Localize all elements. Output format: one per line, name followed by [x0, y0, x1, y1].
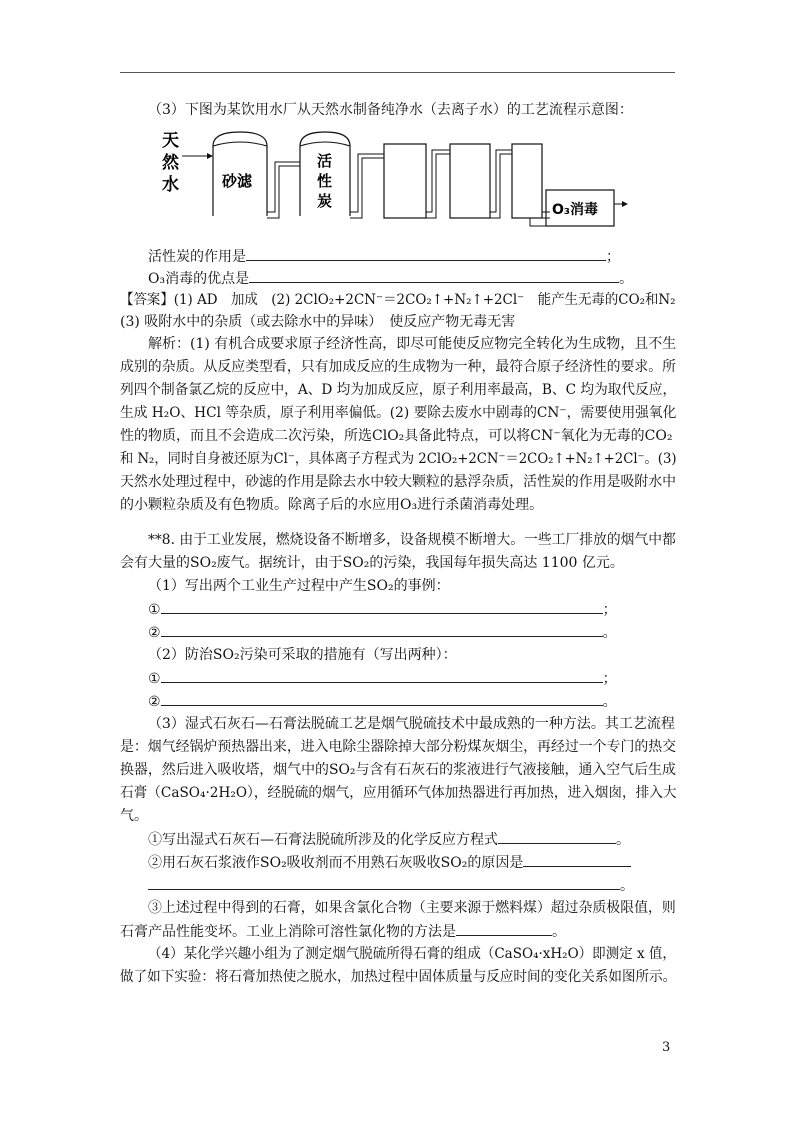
q8-part3-line-4: 石膏（CaSO₄·2H₂O），经脱硫的烟气，应用循环气体加热器进行再加热，进入烟囱，排入大 [120, 785, 677, 801]
carbon-question-label: 活性炭的作用是 [148, 249, 246, 265]
q8-sub3-line-2 [120, 921, 566, 942]
source-char-1: 天 [162, 131, 179, 151]
part2-blank-2[interactable] [161, 691, 603, 706]
ozone-label: O₃消毒 [552, 202, 599, 218]
q8-part2: （2）防治SO₂污染可采取的措施有（写出两种）： [148, 647, 457, 663]
q8-part1: （1）写出两个工业生产过程中产生SO₂的事例： [148, 578, 450, 594]
carbon-char-1: 活 [317, 152, 333, 170]
analysis-line-5: 性的物质，而且不会造成二次污染，所选ClO₂具备此特点，可以将CN⁻氧化为无毒的CO₂ [120, 428, 673, 444]
carbon-char-3: 炭 [317, 192, 333, 210]
q8-sub2 [148, 852, 631, 873]
q8-intro-1: **8. 由于工业发展，燃烧设备不断增多，设备规模不断增大。一些工厂排放的烟气中都 [148, 532, 676, 548]
carbon-answer-blank[interactable] [246, 246, 606, 261]
q8-intro-2: 会有大量的SO₂废气。据统计，由于SO₂的污染，我国每年损失高达 1100 亿元。 [120, 555, 624, 571]
part1-semicolon: ； [602, 602, 617, 618]
sub3-period: 。 [552, 924, 566, 940]
part1-period: 。 [602, 625, 617, 641]
sub2-period: 。 [620, 878, 634, 894]
sub2-text: ②用石灰石浆液作SO₂吸收剂而不用熟石灰吸收SO₂的原因是 [148, 855, 524, 871]
analysis-line-1: 解析：(1) 有机合成要求原子经济性高，即尽可能使反应物完全转化为生成物，且不生 [148, 336, 677, 352]
circle-2-label: ② [148, 625, 161, 641]
circle-1-label: ① [148, 602, 161, 618]
part1-blank-2[interactable] [161, 622, 603, 637]
o3-question-label: O₃消毒的优点是 [148, 271, 250, 287]
water-process-diagram [160, 126, 630, 236]
sub2-blank-1[interactable] [523, 852, 631, 867]
q8-part2-item-2 [148, 691, 617, 712]
o3-question [148, 268, 633, 289]
carbon-char-2: 性 [317, 172, 333, 190]
sub1-text: ①写出湿式石灰石—石膏法脱硫所涉及的化学反应方程式 [148, 832, 498, 848]
q8-part3-line-2: 是：烟气经锅炉预热器出来，进入电除尘器除掉大部分粉煤灰烟尘，再经过一个专门的热交 [120, 739, 677, 755]
ion-exchange-column-2 [450, 144, 490, 218]
sub2-blank-2[interactable] [148, 875, 620, 890]
part2-period: 。 [602, 694, 617, 710]
page-number: 3 [662, 1040, 671, 1055]
part2-semicolon: ； [602, 671, 617, 687]
q8-part2-item-1 [148, 668, 617, 689]
q8-sub2-cont [148, 875, 634, 896]
q8-sub1 [148, 829, 630, 850]
sub3-text: 石膏产品性能变坏。工业上消除可溶性氯化物的方法是 [120, 924, 456, 940]
q8-sub3-line-1: ③上述过程中得到的石膏，如果含氯化合物（主要来源于燃料煤）超过杂质极限值，则 [148, 900, 676, 916]
q8-part3-line-3: 换器，然后进入吸收塔，烟气中的SO₂与含有石灰石的浆液进行气液接触，通入空气后生成 [120, 762, 676, 778]
o3-question-end: 。 [619, 271, 634, 287]
q3-intro: （3）下图为某饮用水厂从天然水制备纯净水（去离子水）的工艺流程示意图： [148, 102, 633, 118]
q8-part1-item-1 [148, 599, 617, 620]
source-char-2: 然 [162, 153, 179, 173]
q8-part1-item-2 [148, 622, 617, 643]
sub1-period: 。 [616, 832, 630, 848]
answer-line-2: (3) 吸附水中的杂质（或去除水中的异味） 使反应产物无毒无害 [120, 314, 516, 330]
carbon-question [148, 246, 620, 267]
circle-2-label: ② [148, 694, 161, 710]
circle-1-label: ① [148, 671, 161, 687]
part1-blank-1[interactable] [161, 599, 603, 614]
sub1-blank[interactable] [498, 829, 616, 844]
analysis-line-3: 列四个制备氯乙烷的反应中，A、D 均为加成反应，原子利用率最高，B、C 均为取代反应， [120, 382, 677, 398]
analysis-line-7: 天然水处理过程中，砂滤的作用是除去水中较大颗粒的悬浮杂质，活性炭的作用是吸附水中 [120, 474, 677, 490]
analysis-line-6: 和 N₂，同时自身被还原为Cl⁻，具体离子方程式为 2ClO₂+2CN⁻＝2CO₂↑+N₂↑+2Cl⁻。(3) [120, 451, 677, 467]
sand-filter-label: 砂滤 [222, 172, 253, 190]
q8-part3-line-5: 气。 [120, 808, 148, 824]
analysis-line-8: 的小颗粒杂质及有色物质。除离子后的水应用O₃进行杀菌消毒处理。 [120, 497, 544, 513]
q8-part4-line-2: 做了如下实验：将石膏加热使之脱水，加热过程中固体质量与反应时间的变化关系如图所示。 [120, 969, 677, 985]
header-rule [120, 72, 675, 73]
part2-blank-1[interactable] [161, 668, 603, 683]
analysis-line-4: 生成 H₂O、HCl 等杂质，原子利用率偏低。(2) 要除去废水中剧毒的CN⁻，需要使用强氧化 [120, 405, 677, 421]
carbon-question-end: ； [606, 249, 620, 265]
analysis-line-2: 成别的杂质。从反应类型看，只有加成反应的生成物为一种，最符合原子经济性的要求。所 [120, 359, 677, 375]
ion-exchange-column-1 [384, 144, 426, 218]
ion-exchange-column-3 [512, 144, 542, 218]
o3-answer-blank[interactable] [249, 268, 619, 283]
sub3-blank[interactable] [456, 921, 552, 936]
answer-line-1: 【答案】(1) AD 加成 (2) 2ClO₂+2CN⁻＝2CO₂↑+N₂↑+2Cl⁻ 能产生无毒的CO₂和N₂ [120, 292, 676, 308]
q8-part3-line-1: （3）湿式石灰石—石膏法脱硫工艺是烟气脱硫技术中最成熟的一种方法。其工艺流程 [148, 716, 675, 732]
q8-part4-line-1: （4）某化学兴趣小组为了测定烟气脱硫所得石膏的组成（CaSO₄·xH₂O）即测定 x 值， [148, 946, 676, 962]
source-char-3: 水 [162, 175, 179, 195]
